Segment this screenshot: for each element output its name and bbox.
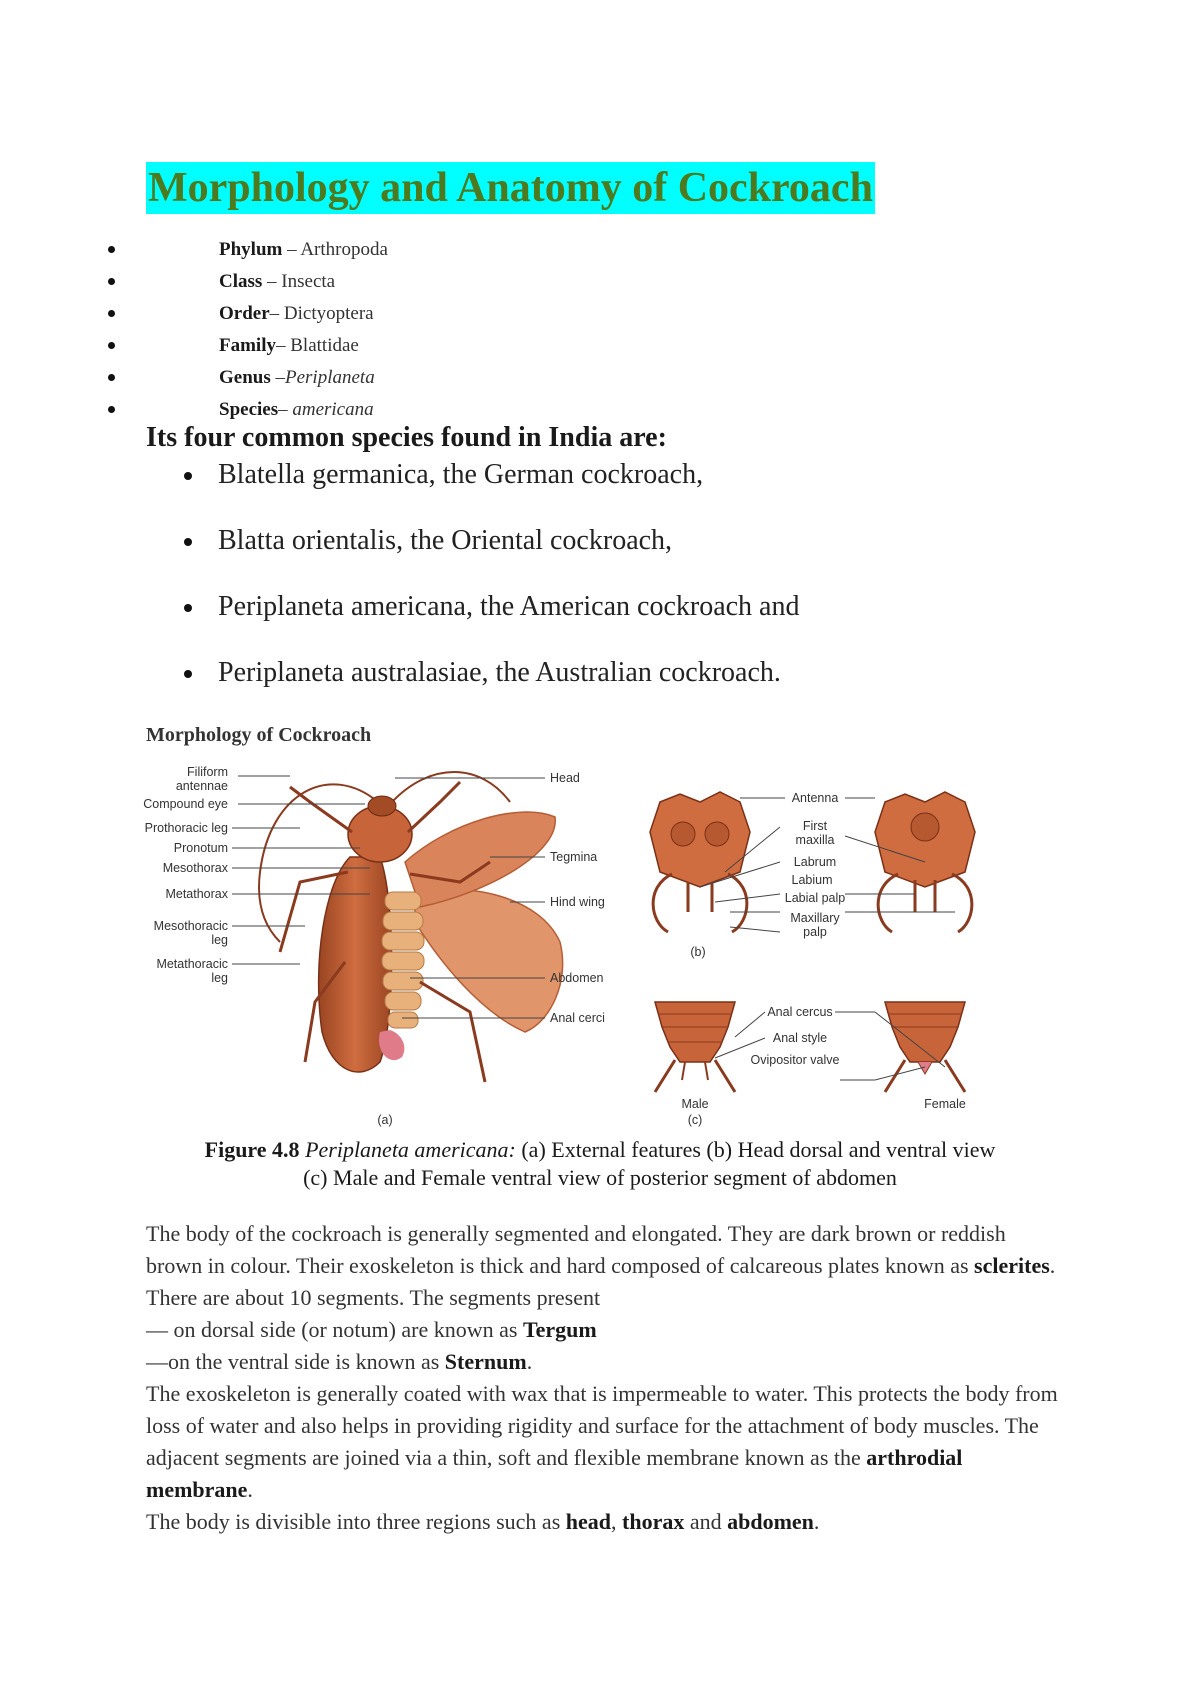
text-run: ,: [611, 1509, 623, 1534]
text-run: The exoskeleton is generally coated with wax that is impermeable to water. This protects the body from loss of water and also helps in providing rigidity and surface for the attachment of body muscles. The adjacent segments are joined via a thin, soft and flexible membrane known as the: [146, 1381, 1058, 1470]
label-first: First: [802, 819, 828, 833]
label-labium: Labium: [791, 873, 833, 887]
text-run: The body of the cockroach is generally segmented and elongated. They are dark brown or reddish brown in colour. Their exoskeleton is thick and hard composed of calcareous plates known as: [146, 1221, 1006, 1278]
label-prothoracic-leg: Prothoracic leg: [144, 821, 228, 835]
taxon-sep: –: [270, 367, 285, 388]
taxon-value: Dictyoptera: [283, 303, 374, 324]
label-metathorax: Metathorax: [165, 887, 228, 901]
caption-species: Periplaneta americana:: [305, 1137, 516, 1162]
taxon-rank: Family: [219, 335, 276, 356]
label-tegmina: Tegmina: [550, 850, 598, 864]
text-run: The body is divisible into three regions such as: [146, 1509, 566, 1534]
text-run: and: [684, 1509, 728, 1534]
taxon-sep: –: [278, 399, 293, 420]
bullet-icon: [184, 604, 192, 612]
term-tergum: Tergum: [522, 1317, 597, 1342]
label-antenna: Antenna: [791, 791, 839, 805]
taxon-sep: –: [282, 239, 301, 260]
panel-a-illustration: [259, 772, 563, 1082]
label-panel-a: (a): [377, 1113, 393, 1127]
term-thorax: thorax: [622, 1509, 685, 1534]
text-run: —on the ventral side is known as: [146, 1349, 445, 1374]
bullet-icon: [184, 472, 192, 480]
label-hind-wing: Hind wing: [550, 895, 605, 909]
paragraph: [146, 1218, 1066, 1314]
label-anal-cerci: Anal cerci: [550, 1011, 605, 1025]
label-female: Female: [924, 1097, 966, 1111]
bullet-icon: [108, 246, 115, 253]
figure-heading: Morphology of Cockroach: [146, 724, 372, 746]
species-name: Periplaneta australasiae, the Australian cockroach.: [218, 657, 781, 688]
taxon-rank: Order: [219, 303, 270, 324]
term-sclerites: sclerites: [974, 1253, 1050, 1278]
caption-figure-number: Figure 4.8: [204, 1137, 300, 1162]
label-ovipositor-valve: Ovipositor valve: [750, 1053, 840, 1067]
label-pronotum: Pronotum: [173, 841, 228, 855]
label-metathoracic: Metathoracic: [156, 957, 228, 971]
bullet-icon: [108, 278, 115, 285]
taxon-value: americana: [292, 399, 374, 420]
taxon-rank: Class: [219, 271, 263, 292]
taxon-rank: Phylum: [219, 239, 283, 260]
label-mesothorax: Mesothorax: [162, 861, 228, 875]
taxon-rank: Genus: [219, 367, 271, 388]
label-labial-palp: Labial palp: [784, 891, 846, 905]
label-panel-b: (b): [690, 945, 706, 959]
taxon-value: Blattidae: [290, 335, 359, 356]
cockroach-figure: [140, 762, 1060, 1132]
label-mesothoracic-leg: leg: [211, 933, 228, 947]
label-head: Head: [550, 771, 580, 785]
taxon-value: Arthropoda: [300, 239, 388, 260]
taxon-sep: –: [262, 271, 282, 292]
text-run: . There are about 10 segments. The segments present: [146, 1253, 1056, 1310]
label-panel-c: (c): [687, 1113, 703, 1127]
bullet-icon: [108, 406, 115, 413]
figure-caption: [150, 1136, 1050, 1192]
label-male: Male: [681, 1097, 709, 1111]
bullet-icon: [184, 538, 192, 546]
caption-line1: (a) External features (b) Head dorsal and ventral view: [515, 1137, 996, 1162]
taxon-value: Periplaneta: [285, 367, 375, 388]
label-palp: palp: [803, 925, 827, 939]
paragraph: [146, 1346, 1066, 1378]
species-name: Periplaneta americana, the American cockroach and: [218, 591, 800, 622]
paragraph: [146, 1314, 1066, 1346]
label-antennae: antennae: [175, 779, 228, 793]
text-run: .: [813, 1509, 820, 1534]
species-name: Blatta orientalis, the Oriental cockroach,: [218, 525, 673, 556]
term-arthrodial-membrane: arthrodial membrane: [146, 1445, 963, 1502]
bullet-icon: [184, 670, 192, 678]
species-name: Blatella germanica, the German cockroach,: [218, 459, 704, 490]
taxon-sep: –: [276, 335, 291, 356]
label-anal-cercus: Anal cercus: [767, 1005, 833, 1019]
taxon-sep: –: [269, 303, 284, 324]
text-run: .: [247, 1477, 253, 1502]
species-heading: Its four common species found in India are:: [146, 422, 667, 453]
bullet-icon: [108, 374, 115, 381]
label-abdomen: Abdomen: [550, 971, 604, 985]
text-run: .: [526, 1349, 533, 1374]
label-maxillary: Maxillary: [790, 911, 840, 925]
label-filiform: Filiform: [187, 765, 228, 779]
bullet-icon: [108, 342, 115, 349]
bullet-icon: [108, 310, 115, 317]
taxon-rank: Species: [219, 399, 279, 420]
label-maxilla: maxilla: [795, 833, 835, 847]
term-head: head: [565, 1509, 612, 1534]
label-anal-style: Anal style: [772, 1031, 828, 1045]
label-compound-eye: Compound eye: [143, 797, 228, 811]
page-title: Morphology and Anatomy of Cockroach: [146, 162, 875, 214]
label-labrum: Labrum: [793, 855, 837, 869]
term-sternum: Sternum: [444, 1349, 527, 1374]
term-abdomen: abdomen: [727, 1509, 814, 1534]
paragraph: [146, 1506, 1066, 1538]
text-run: — on dorsal side (or notum) are known as: [146, 1317, 523, 1342]
taxon-value: Insecta: [281, 271, 336, 292]
body-text: [146, 1218, 1066, 1538]
label-mesothoracic: Mesothoracic: [153, 919, 228, 933]
paragraph: [146, 1378, 1066, 1506]
label-metathoracic-leg: leg: [211, 971, 228, 985]
caption-line2: (c) Male and Female ventral view of posterior segment of abdomen: [303, 1165, 897, 1190]
